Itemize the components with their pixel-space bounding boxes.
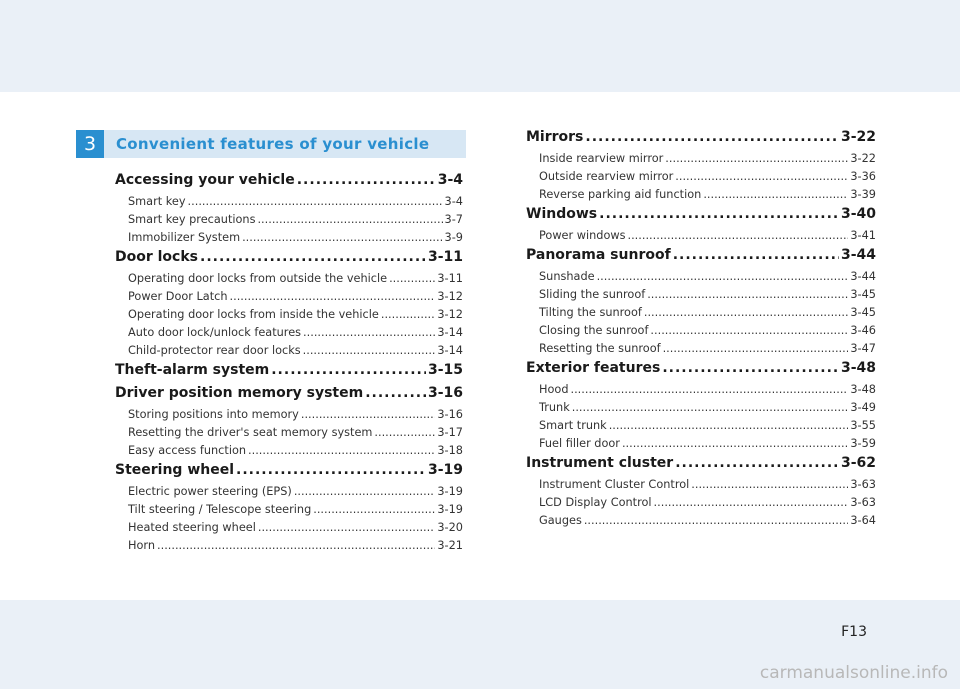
leader-dots xyxy=(236,462,426,478)
toc-page: 3-64 xyxy=(850,514,876,527)
leader-dots xyxy=(622,437,848,450)
toc-label: Easy access function xyxy=(128,444,247,457)
toc-page: 3-17 xyxy=(437,426,463,439)
toc-subsection-entry[interactable] xyxy=(128,195,463,213)
toc-label: Trunk xyxy=(539,401,570,414)
toc-label: Resetting the sunroof xyxy=(539,342,661,355)
leader-dots xyxy=(703,188,848,201)
leader-dots xyxy=(271,362,426,378)
toc-subsection-entry[interactable] xyxy=(128,326,463,344)
toc-section-entry[interactable] xyxy=(115,462,463,485)
toc-label: Reverse parking aid function xyxy=(539,188,702,201)
toc-label: Instrument cluster xyxy=(526,455,674,471)
toc-page: 3-22 xyxy=(840,129,876,145)
leader-dots xyxy=(242,231,442,244)
leader-dots xyxy=(654,496,849,509)
toc-subsection-entry[interactable] xyxy=(128,290,463,308)
toc-subsection-entry[interactable] xyxy=(539,478,876,496)
toc-subsection-entry[interactable] xyxy=(128,272,463,290)
toc-subsection-entry[interactable] xyxy=(128,344,463,362)
leader-dots xyxy=(584,514,849,527)
toc-section-entry[interactable] xyxy=(526,247,876,270)
toc-section-entry[interactable] xyxy=(115,362,463,385)
toc-page: 3-4 xyxy=(437,172,463,188)
toc-page: 3-15 xyxy=(427,362,463,378)
toc-page: 3-11 xyxy=(437,272,463,285)
toc-section-entry[interactable] xyxy=(526,455,876,478)
toc-page: 3-44 xyxy=(840,247,876,263)
toc-subsection-entry[interactable] xyxy=(539,496,876,514)
toc-subsection-entry[interactable] xyxy=(539,152,876,170)
leader-dots xyxy=(628,229,849,242)
toc-label: Immobilizer System xyxy=(128,231,241,244)
chapter-title: Convenient features of your vehicle xyxy=(104,130,466,158)
leader-dots xyxy=(662,360,839,376)
toc-subsection-entry[interactable] xyxy=(128,444,463,462)
toc-label: Storing positions into memory xyxy=(128,408,299,421)
toc-section-entry[interactable] xyxy=(115,172,463,195)
toc-label: Accessing your vehicle xyxy=(115,172,295,188)
toc-page: 3-21 xyxy=(437,539,463,552)
toc-page: 3-41 xyxy=(850,229,876,242)
toc-page: 3-45 xyxy=(850,306,876,319)
leader-dots xyxy=(675,170,848,183)
leader-dots xyxy=(585,129,839,145)
toc-page: 3-19 xyxy=(437,485,463,498)
toc-label: Smart key xyxy=(128,195,186,208)
toc-page: 3-49 xyxy=(850,401,876,414)
toc-subsection-entry[interactable] xyxy=(539,383,876,401)
toc-label: Smart trunk xyxy=(539,419,607,432)
leader-dots xyxy=(572,401,849,414)
leader-dots xyxy=(301,408,435,421)
leader-dots xyxy=(644,306,849,319)
toc-subsection-entry[interactable] xyxy=(539,401,876,419)
leader-dots xyxy=(200,249,426,265)
toc-subsection-entry[interactable] xyxy=(128,539,463,557)
toc-label: Mirrors xyxy=(526,129,584,145)
toc-section-entry[interactable] xyxy=(526,129,876,152)
toc-page: 3-14 xyxy=(437,344,463,357)
toc-label: Closing the sunroof xyxy=(539,324,649,337)
toc-label: Power windows xyxy=(539,229,626,242)
toc-page: 3-18 xyxy=(437,444,463,457)
toc-label: Horn xyxy=(128,539,156,552)
leader-dots xyxy=(374,426,435,439)
chapter-number: 3 xyxy=(76,130,104,158)
toc-page: 3-47 xyxy=(850,342,876,355)
toc-label: Windows xyxy=(526,206,598,222)
toc-page: 3-48 xyxy=(840,360,876,376)
toc-label: Steering wheel xyxy=(115,462,235,478)
toc-label: Power Door Latch xyxy=(128,290,228,303)
toc-left-column xyxy=(115,172,463,557)
leader-dots xyxy=(381,308,436,321)
leader-dots xyxy=(599,206,839,222)
toc-label: Instrument Cluster Control xyxy=(539,478,690,491)
toc-section-entry[interactable] xyxy=(526,360,876,383)
toc-subsection-entry[interactable] xyxy=(128,485,463,503)
leader-dots xyxy=(675,455,839,471)
toc-subsection-entry[interactable] xyxy=(539,306,876,324)
toc-page: 3-4 xyxy=(444,195,463,208)
toc-label: LCD Display Control xyxy=(539,496,652,509)
toc-label: Driver position memory system xyxy=(115,385,364,401)
toc-page: 3-7 xyxy=(444,213,463,226)
top-band xyxy=(0,0,960,92)
toc-label: Heated steering wheel xyxy=(128,521,256,534)
leader-dots xyxy=(665,152,848,165)
toc-subsection-entry[interactable] xyxy=(539,437,876,455)
toc-label: Fuel filler door xyxy=(539,437,620,450)
toc-label: Operating door locks from outside the vehicle xyxy=(128,272,388,285)
leader-dots xyxy=(303,344,436,357)
toc-label: Resetting the driver's seat memory system xyxy=(128,426,373,439)
toc-page: 3-44 xyxy=(850,270,876,283)
toc-subsection-entry[interactable] xyxy=(128,503,463,521)
toc-page: 3-45 xyxy=(850,288,876,301)
toc-page: 3-36 xyxy=(850,170,876,183)
leader-dots xyxy=(297,172,436,188)
toc-label: Electric power steering (EPS) xyxy=(128,485,292,498)
leader-dots xyxy=(230,290,436,303)
leader-dots xyxy=(389,272,435,285)
toc-page: 3-19 xyxy=(437,503,463,516)
toc-section-entry[interactable] xyxy=(115,385,463,408)
toc-label: Tilting the sunroof xyxy=(539,306,642,319)
toc-page: 3-20 xyxy=(437,521,463,534)
toc-label: Hood xyxy=(539,383,569,396)
toc-label: Sunshade xyxy=(539,270,595,283)
toc-page: 3-39 xyxy=(850,188,876,201)
toc-page: 3-40 xyxy=(840,206,876,222)
toc-label: Inside rearview mirror xyxy=(539,152,664,165)
toc-page: 3-62 xyxy=(840,455,876,471)
toc-label: Smart key precautions xyxy=(128,213,256,226)
leader-dots xyxy=(157,539,435,552)
toc-page: 3-11 xyxy=(427,249,463,265)
toc-page: 3-16 xyxy=(437,408,463,421)
toc-page: 3-9 xyxy=(444,231,463,244)
toc-page: 3-46 xyxy=(850,324,876,337)
toc-subsection-entry[interactable] xyxy=(539,288,876,306)
page-number: F13 xyxy=(841,624,867,640)
leader-dots xyxy=(365,385,426,401)
leader-dots xyxy=(647,288,848,301)
toc-right-column xyxy=(526,129,876,532)
toc-subsection-entry[interactable] xyxy=(539,188,876,206)
toc-subsection-entry[interactable] xyxy=(539,324,876,342)
toc-page: 3-59 xyxy=(850,437,876,450)
toc-label: Auto door lock/unlock features xyxy=(128,326,302,339)
leader-dots xyxy=(188,195,443,208)
chapter-header xyxy=(76,130,466,158)
leader-dots xyxy=(257,213,442,226)
toc-label: Child-protector rear door locks xyxy=(128,344,301,357)
leader-dots xyxy=(650,324,848,337)
toc-label: Sliding the sunroof xyxy=(539,288,646,301)
toc-label: Tilt steering / Telescope steering xyxy=(128,503,312,516)
toc-page: 3-16 xyxy=(427,385,463,401)
leader-dots xyxy=(691,478,848,491)
leader-dots xyxy=(248,444,435,457)
toc-subsection-entry[interactable] xyxy=(539,170,876,188)
toc-page: 3-63 xyxy=(850,496,876,509)
toc-label: Door locks xyxy=(115,249,198,265)
toc-subsection-entry[interactable] xyxy=(539,419,876,437)
toc-subsection-entry[interactable] xyxy=(539,514,876,532)
toc-subsection-entry[interactable] xyxy=(128,408,463,426)
toc-page: 3-22 xyxy=(850,152,876,165)
toc-label: Operating door locks from inside the vehicle xyxy=(128,308,379,321)
leader-dots xyxy=(571,383,849,396)
toc-page: 3-55 xyxy=(850,419,876,432)
toc-label: Gauges xyxy=(539,514,582,527)
toc-subsection-entry[interactable] xyxy=(128,521,463,539)
toc-page: 3-14 xyxy=(437,326,463,339)
watermark: carmanualsonline.info xyxy=(759,663,948,683)
toc-subsection-entry[interactable] xyxy=(539,270,876,288)
toc-label: Theft-alarm system xyxy=(115,362,270,378)
toc-subsection-entry[interactable] xyxy=(539,229,876,247)
toc-page: 3-12 xyxy=(437,290,463,303)
leader-dots xyxy=(673,247,839,263)
toc-page: 3-63 xyxy=(850,478,876,491)
toc-section-entry[interactable] xyxy=(526,206,876,229)
toc-page: 3-12 xyxy=(437,308,463,321)
leader-dots xyxy=(294,485,436,498)
toc-subsection-entry[interactable] xyxy=(128,213,463,231)
leader-dots xyxy=(313,503,435,516)
toc-subsection-entry[interactable] xyxy=(539,342,876,360)
toc-page: 3-48 xyxy=(850,383,876,396)
toc-page: 3-19 xyxy=(427,462,463,478)
leader-dots xyxy=(609,419,849,432)
toc-subsection-entry[interactable] xyxy=(128,426,463,444)
leader-dots xyxy=(663,342,849,355)
toc-subsection-entry[interactable] xyxy=(128,308,463,326)
toc-label: Panorama sunroof xyxy=(526,247,671,263)
leader-dots xyxy=(258,521,435,534)
leader-dots xyxy=(303,326,435,339)
toc-section-entry[interactable] xyxy=(115,249,463,272)
leader-dots xyxy=(597,270,849,283)
toc-label: Exterior features xyxy=(526,360,661,376)
toc-label: Outside rearview mirror xyxy=(539,170,674,183)
toc-subsection-entry[interactable] xyxy=(128,231,463,249)
